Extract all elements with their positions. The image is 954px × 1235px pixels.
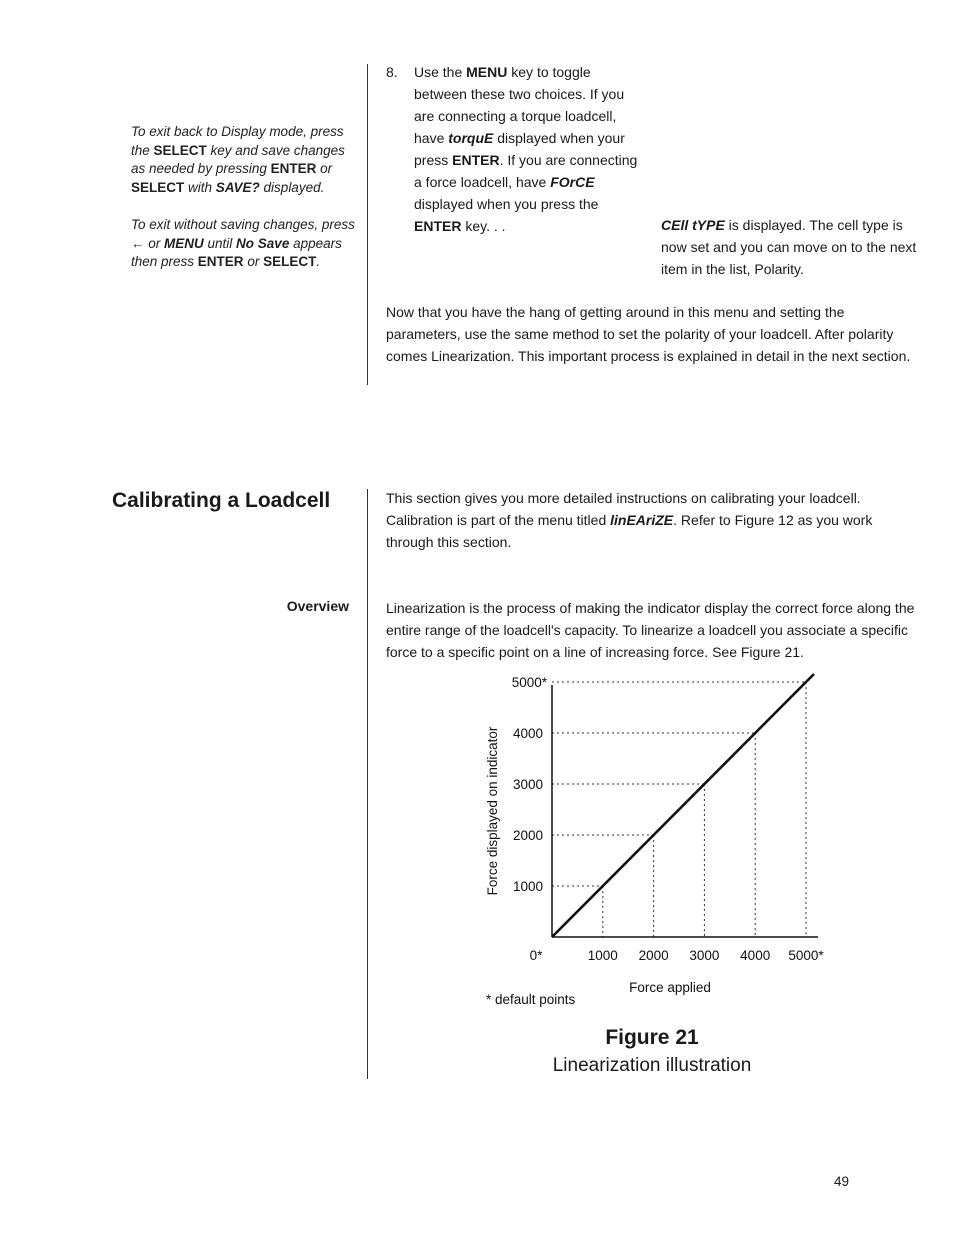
- sidenote-exit-display: To exit back to Display mode, press the SELECT key and save changes as needed by pressing ENTER or SELECT with SAVE? displayed.: [131, 124, 345, 196]
- y-axis-label: Force displayed on indicator: [485, 726, 500, 896]
- section-heading: Calibrating a Loadcell: [112, 489, 331, 512]
- overview-text: Linearization is the process of making the indicator display the correct force along the entire range of the loadcell's capacity. To linearize a loadcell you associate a specific force to a specific point on a line of increasing force. See Figure 21.: [386, 600, 915, 660]
- left-arrow-icon: ←: [131, 235, 145, 251]
- x-tick-label: 1000: [587, 948, 618, 963]
- overview-heading: Overview: [286, 598, 349, 614]
- chart-footnote: * default points: [486, 992, 576, 1007]
- x-axis-label: Force applied: [629, 980, 711, 995]
- sidenote-exit-nosave: To exit without saving changes, press ← or MENU until No Save appears then press ENTER or SELECT.: [131, 217, 355, 270]
- y-tick-label: 2000: [512, 828, 543, 843]
- step-8-result: CEll tYPE is displayed. The cell type is now set and you can move on to the next item in the list, Polarity.: [661, 217, 917, 277]
- page-number: 49: [834, 1174, 850, 1189]
- linearization-chart: [470, 670, 840, 1015]
- x-tick-label: 3000: [689, 948, 720, 963]
- y-tick-label: 1000: [512, 879, 543, 894]
- figure-subtitle: Linearization illustration: [552, 1055, 752, 1076]
- x-tick-label: 4000: [740, 948, 771, 963]
- series-line: [552, 674, 814, 937]
- paragraph-polarity: Now that you have the hang of getting around in this menu and setting the parameters, use the same method to set the polarity of your loadcell. After polarity comes Linearization. This important process is explained in detail in the next section.: [386, 304, 911, 364]
- x-tick-label: 0*: [529, 948, 543, 963]
- y-tick-label: 5000*: [511, 675, 547, 690]
- column-rule-bottom: [367, 489, 368, 1079]
- column-rule-top: [367, 64, 368, 385]
- figure-title: Figure 21: [605, 1026, 699, 1049]
- y-tick-label: 4000: [512, 726, 543, 741]
- x-tick-label: 2000: [638, 948, 669, 963]
- y-tick-label: 3000: [512, 777, 543, 792]
- step-8-text: Use the MENU key to toggle between these two choices. If you are connecting a torque loadcell, have torquE displayed when your press ENTER. If you are connecting a force loadcell, have FOrCE displayed when you press the ENTER key. . .: [414, 64, 638, 234]
- section-intro: This section gives you more detailed instructions on calibrating your loadcell. Calibration is part of the menu titled linEAriZE. Refer to Figure 12 as you work through this section.: [386, 490, 873, 550]
- step-number: 8.: [386, 64, 398, 80]
- x-tick-label: 5000*: [788, 948, 824, 963]
